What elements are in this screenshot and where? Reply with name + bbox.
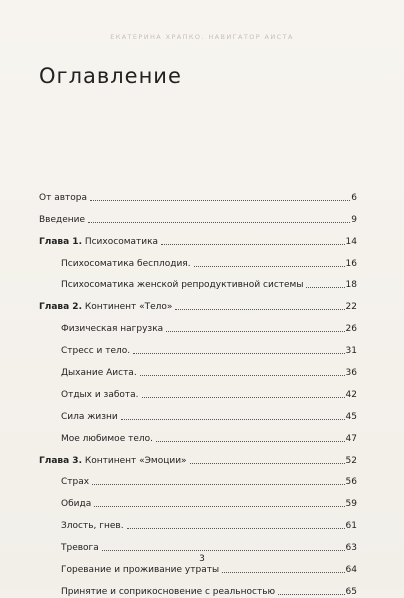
toc-entry[interactable] bbox=[39, 313, 357, 335]
toc-entry-text: Обида bbox=[61, 499, 92, 510]
toc-entry-label bbox=[39, 389, 141, 401]
toc-entry[interactable] bbox=[39, 510, 357, 532]
leader-dots bbox=[88, 222, 350, 223]
toc-entry-page: 18 bbox=[345, 280, 357, 291]
leader-dots bbox=[140, 375, 345, 376]
toc-entry[interactable] bbox=[39, 248, 357, 270]
toc-entry-label bbox=[39, 564, 221, 576]
toc-entry-page: 14 bbox=[345, 236, 357, 247]
leader-dots bbox=[306, 287, 344, 288]
toc-entry[interactable] bbox=[39, 204, 357, 226]
toc-entry[interactable] bbox=[39, 270, 357, 292]
toc-entry-label bbox=[39, 367, 139, 379]
leader-dots bbox=[133, 353, 344, 354]
toc-entry-page: 9 bbox=[351, 214, 357, 225]
toc-entry-label bbox=[39, 542, 101, 554]
leader-dots bbox=[142, 397, 345, 398]
toc-entry-text: Континент «Эмоции» bbox=[81, 455, 187, 466]
toc-entry-label bbox=[39, 411, 120, 423]
running-header: ЕКАТЕРИНА ХРАПКО. НАВИГАТОР АИСТА bbox=[110, 33, 294, 41]
toc-entry-page: 22 bbox=[345, 302, 357, 313]
toc-entry[interactable] bbox=[39, 445, 357, 467]
page-number: 3 bbox=[199, 554, 205, 564]
toc-entry[interactable] bbox=[39, 357, 357, 379]
toc-entry[interactable] bbox=[39, 467, 357, 489]
leader-dots bbox=[222, 572, 344, 573]
toc-entry[interactable] bbox=[39, 532, 357, 554]
toc-entry-label bbox=[39, 476, 91, 488]
toc-entry[interactable] bbox=[39, 401, 357, 423]
toc-entry-page: 16 bbox=[345, 258, 357, 269]
toc-entry[interactable] bbox=[39, 182, 357, 204]
toc-entry-label bbox=[39, 301, 174, 313]
toc-entry-text: Злость, гнев. bbox=[61, 521, 124, 532]
toc-entry-page: 45 bbox=[345, 411, 357, 422]
toc-entry-page: 59 bbox=[345, 499, 357, 510]
leader-dots bbox=[278, 594, 344, 595]
chapter-number: Глава 3. bbox=[39, 455, 82, 466]
toc-entry-label bbox=[39, 520, 126, 532]
toc-entry-label bbox=[39, 455, 189, 467]
toc-entry-page: 26 bbox=[345, 324, 357, 335]
toc-entry-page: 65 bbox=[345, 586, 357, 597]
leader-dots bbox=[190, 463, 345, 464]
table-of-contents bbox=[39, 182, 357, 598]
toc-entry[interactable] bbox=[39, 335, 357, 357]
toc-entry-text: Тревога bbox=[61, 543, 99, 554]
chapter-number: Глава 1. bbox=[39, 236, 82, 247]
toc-entry-label bbox=[39, 323, 165, 335]
toc-entry-page: 56 bbox=[345, 477, 357, 488]
toc-entry-label bbox=[39, 586, 277, 598]
toc-entry-page: 47 bbox=[345, 433, 357, 444]
toc-entry[interactable] bbox=[39, 379, 357, 401]
toc-entry-page: 42 bbox=[345, 389, 357, 400]
toc-entry-label bbox=[39, 279, 305, 291]
leader-dots bbox=[127, 528, 345, 529]
toc-entry-text: Континент «Тело» bbox=[81, 302, 173, 313]
toc-entry-text: Стресс и тело. bbox=[61, 346, 131, 357]
leader-dots bbox=[161, 244, 345, 245]
leader-dots bbox=[194, 266, 345, 267]
toc-entry-text: Страх bbox=[61, 477, 90, 488]
chapter-number: Глава 2. bbox=[39, 302, 82, 313]
toc-entry-text: Физическая нагрузка bbox=[61, 324, 164, 335]
toc-entry-label bbox=[39, 214, 87, 226]
toc-entry[interactable] bbox=[39, 488, 357, 510]
leader-dots bbox=[156, 441, 345, 442]
leader-dots bbox=[166, 331, 344, 332]
toc-entry-text: Психосоматика женской репродуктивной системы bbox=[61, 280, 304, 291]
toc-entry-text: Принятие и соприкосновение с реальностью bbox=[61, 586, 276, 597]
toc-entry-text: Горевание и проживание утраты bbox=[61, 565, 220, 576]
toc-entry-page: 31 bbox=[345, 346, 357, 357]
toc-entry-label bbox=[39, 433, 155, 445]
page-title: Оглавление bbox=[39, 64, 182, 88]
toc-entry-label bbox=[39, 498, 93, 510]
toc-entry-label bbox=[39, 192, 89, 204]
toc-entry[interactable] bbox=[39, 576, 357, 598]
toc-entry-label bbox=[39, 258, 193, 270]
leader-dots bbox=[94, 506, 344, 507]
toc-entry-page: 61 bbox=[345, 521, 357, 532]
toc-entry-label bbox=[39, 236, 160, 248]
toc-entry-text: Психосоматика бесплодия. bbox=[61, 258, 191, 269]
toc-entry-text: Сила жизни bbox=[61, 411, 118, 422]
toc-entry-page: 52 bbox=[345, 455, 357, 466]
toc-entry-label bbox=[39, 345, 132, 357]
toc-entry-text: Мое любимое тело. bbox=[61, 433, 153, 444]
toc-entry-text: Дыхание Аиста. bbox=[61, 368, 137, 379]
toc-entry[interactable] bbox=[39, 291, 357, 313]
leader-dots bbox=[121, 419, 345, 420]
toc-entry-text: От автора bbox=[39, 192, 87, 203]
toc-entry-text: Отдых и забота. bbox=[61, 389, 139, 400]
toc-entry-text: Психосоматика bbox=[81, 236, 159, 247]
toc-entry-text: Введение bbox=[39, 214, 86, 225]
toc-entry-page: 36 bbox=[345, 368, 357, 379]
toc-entry[interactable] bbox=[39, 423, 357, 445]
toc-entry-page: 6 bbox=[351, 192, 357, 203]
leader-dots bbox=[175, 309, 344, 310]
leader-dots bbox=[90, 200, 350, 201]
toc-entry[interactable] bbox=[39, 226, 357, 248]
leader-dots bbox=[92, 484, 344, 485]
toc-entry-page: 63 bbox=[345, 543, 357, 554]
toc-entry-page: 64 bbox=[345, 565, 357, 576]
leader-dots bbox=[102, 550, 345, 551]
